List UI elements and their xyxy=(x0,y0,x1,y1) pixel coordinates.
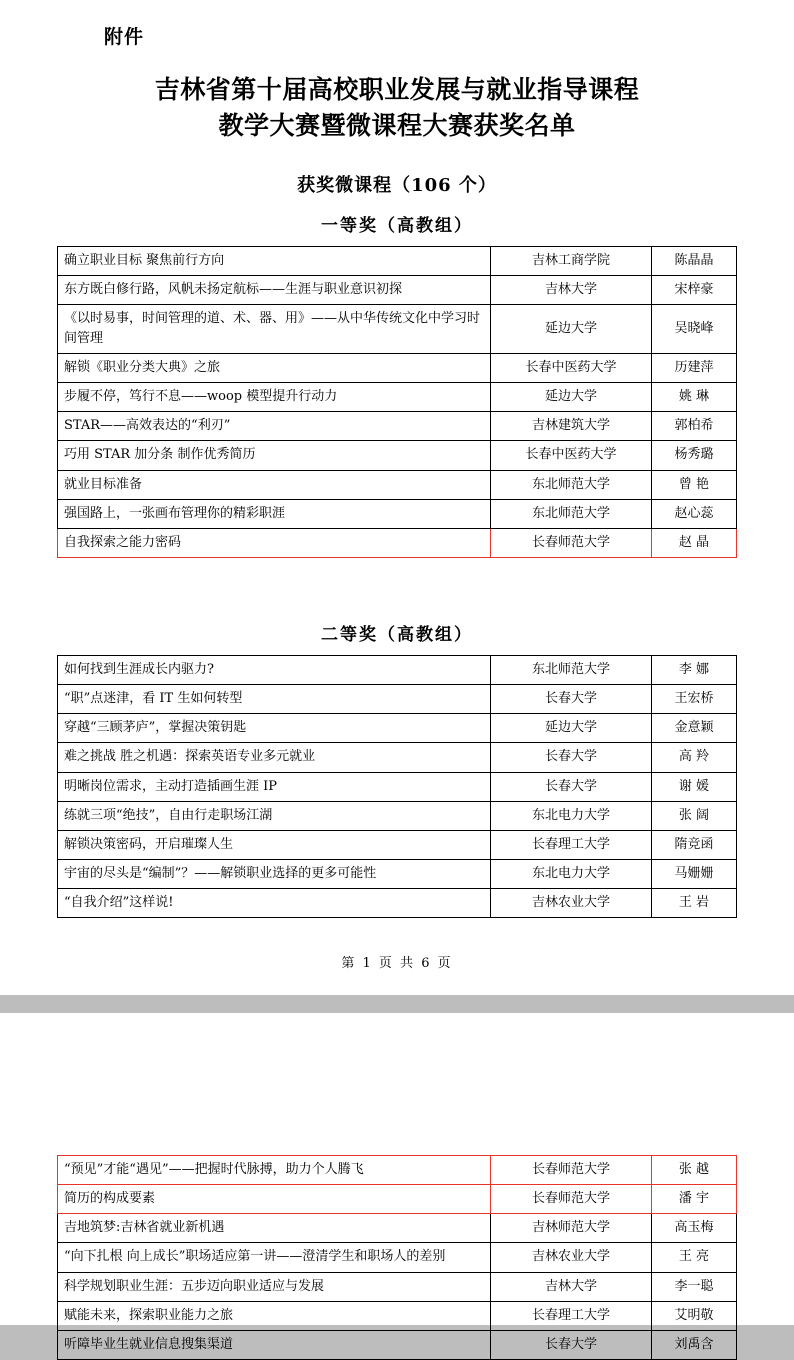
table-row-highlighted xyxy=(58,528,737,557)
awards-table-continued xyxy=(57,1155,737,1360)
course-name: 练就三项“绝技”，自由行走职场江湖 xyxy=(58,801,491,830)
person-name: 高玉梅 xyxy=(652,1214,737,1243)
table-row xyxy=(58,860,737,889)
table-row xyxy=(58,830,737,859)
section-heading: 获奖微课程（106 个） xyxy=(297,174,497,196)
school-name: 东北电力大学 xyxy=(491,860,652,889)
page-footer: 第 1 页 共 6 页 xyxy=(341,956,453,972)
school-name: 吉林大学 xyxy=(491,1272,652,1301)
course-name: “自我介绍”这样说! xyxy=(58,889,491,918)
course-name: 吉地筑梦:吉林省就业新机遇 xyxy=(58,1214,491,1243)
table-row xyxy=(58,1330,737,1359)
course-name: 明晰岗位需求，主动打造插画生涯 IP xyxy=(58,772,491,801)
award-heading-first-prize: 一等奖（高教组） xyxy=(321,215,473,236)
course-name: STAR——高效表达的“利刃” xyxy=(58,412,491,441)
table-row xyxy=(58,499,737,528)
table-row xyxy=(58,685,737,714)
person-name: 高 羚 xyxy=(652,743,737,772)
course-name: “职”点迷津，看 IT 生如何转型 xyxy=(58,685,491,714)
table-row xyxy=(58,801,737,830)
person-name: 姚 琳 xyxy=(652,383,737,412)
course-name: “向下扎根 向上成长”职场适应第一讲——澄清学生和职场人的差别 xyxy=(58,1243,491,1272)
course-name: 《以时易事，时间管理的道、术、器、用》——从中华传统文化中学习时间管理 xyxy=(58,304,491,353)
course-name: 解锁《职业分类大典》之旅 xyxy=(58,354,491,383)
award-heading-second-prize: 二等奖（高教组） xyxy=(321,625,473,646)
person-name: 潘 宇 xyxy=(652,1185,737,1214)
school-name: 延边大学 xyxy=(491,383,652,412)
person-name: 谢 媛 xyxy=(652,772,737,801)
table-row xyxy=(58,275,737,304)
course-name: 简历的构成要素 xyxy=(58,1185,491,1214)
person-name: 赵心蕊 xyxy=(652,499,737,528)
awards-table-second-prize-body xyxy=(58,656,737,918)
course-name: 就业目标准备 xyxy=(58,470,491,499)
person-name: 李 娜 xyxy=(652,656,737,685)
table-row xyxy=(58,1214,737,1243)
awards-table-second-prize xyxy=(57,655,737,918)
person-name: 曾 艳 xyxy=(652,470,737,499)
school-name: 长春大学 xyxy=(491,743,652,772)
awards-table-first-prize-body xyxy=(58,246,737,558)
course-name: 赋能未来，探索职业能力之旅 xyxy=(58,1301,491,1330)
course-name: 东方既白修行路，风帆未扬定航标——生涯与职业意识初探 xyxy=(58,275,491,304)
table-row xyxy=(58,714,737,743)
person-name: 历建萍 xyxy=(652,354,737,383)
table-row xyxy=(58,743,737,772)
course-name: 确立职业目标 聚焦前行方向 xyxy=(58,246,491,275)
school-name: 长春中医药大学 xyxy=(491,441,652,470)
attachment-label: 附件 xyxy=(104,26,145,48)
awards-table-continued-body xyxy=(58,1156,737,1360)
school-name: 长春中医药大学 xyxy=(491,354,652,383)
course-name: 科学规划职业生涯：五步迈向职业适应与发展 xyxy=(58,1272,491,1301)
course-name: 步履不停，笃行不息——woop 模型提升行动力 xyxy=(58,383,491,412)
school-name: 长春师范大学 xyxy=(491,1156,652,1185)
course-name: 自我探索之能力密码 xyxy=(58,528,491,557)
course-name: 穿越“三顾茅庐”，掌握决策钥匙 xyxy=(58,714,491,743)
person-name: 刘禹含 xyxy=(652,1330,737,1359)
page-separator xyxy=(0,995,794,1013)
school-name: 东北师范大学 xyxy=(491,470,652,499)
document-page-2 xyxy=(0,1013,794,1352)
course-name: 巧用 STAR 加分条 制作优秀简历 xyxy=(58,441,491,470)
table-row xyxy=(58,772,737,801)
school-name: 延边大学 xyxy=(491,714,652,743)
person-name: 金意颖 xyxy=(652,714,737,743)
school-name: 吉林工商学院 xyxy=(491,246,652,275)
awards-table-first-prize xyxy=(57,246,737,559)
person-name: 杨秀璐 xyxy=(652,441,737,470)
table-row-highlighted xyxy=(58,1185,737,1214)
course-name: 听障毕业生就业信息搜集渠道 xyxy=(58,1330,491,1359)
person-name: 隋竞函 xyxy=(652,830,737,859)
course-name: “预见”才能“遇见”——把握时代脉搏，助力个人腾飞 xyxy=(58,1156,491,1185)
table-row xyxy=(58,1243,737,1272)
school-name: 吉林师范大学 xyxy=(491,1214,652,1243)
school-name: 长春师范大学 xyxy=(491,528,652,557)
course-name: 难之挑战 胜之机遇：探索英语专业多元就业 xyxy=(58,743,491,772)
person-name: 李一聪 xyxy=(652,1272,737,1301)
school-name: 长春理工大学 xyxy=(491,1301,652,1330)
course-name: 强国路上，一张画布管理你的精彩职涯 xyxy=(58,499,491,528)
person-name: 吴晓峰 xyxy=(652,304,737,353)
page-title-line-1: 吉林省第十届高校职业发展与就业指导课程 xyxy=(154,75,640,104)
person-name: 王宏桥 xyxy=(652,685,737,714)
table-row xyxy=(58,1272,737,1301)
person-name: 王 亮 xyxy=(652,1243,737,1272)
person-name: 陈晶晶 xyxy=(652,246,737,275)
school-name: 吉林建筑大学 xyxy=(491,412,652,441)
course-name: 如何找到生涯成长内驱力? xyxy=(58,656,491,685)
section-spacer xyxy=(0,558,794,620)
table-row xyxy=(58,889,737,918)
page-2-top-margin xyxy=(0,1013,794,1155)
person-name: 宋梓豪 xyxy=(652,275,737,304)
person-name: 艾明敬 xyxy=(652,1301,737,1330)
person-name: 马姗姗 xyxy=(652,860,737,889)
school-name: 长春师范大学 xyxy=(491,1185,652,1214)
person-name: 张 阔 xyxy=(652,801,737,830)
page-title-line-2: 教学大赛暨微课程大赛获奖名单 xyxy=(218,111,576,141)
school-name: 长春大学 xyxy=(491,772,652,801)
table-row xyxy=(58,246,737,275)
table-row xyxy=(58,656,737,685)
table-row xyxy=(58,354,737,383)
person-name: 郭柏希 xyxy=(652,412,737,441)
course-name: 宇宙的尽头是“编制”？——解锁职业选择的更多可能性 xyxy=(58,860,491,889)
course-name: 解锁决策密码，开启璀璨人生 xyxy=(58,830,491,859)
school-name: 长春理工大学 xyxy=(491,830,652,859)
school-name: 东北师范大学 xyxy=(491,656,652,685)
table-row xyxy=(58,383,737,412)
person-name: 张 越 xyxy=(652,1156,737,1185)
school-name: 吉林大学 xyxy=(491,275,652,304)
table-row-highlighted xyxy=(58,1156,737,1185)
person-name: 赵 晶 xyxy=(652,528,737,557)
person-name: 王 岩 xyxy=(652,889,737,918)
school-name: 吉林农业大学 xyxy=(491,889,652,918)
table-row xyxy=(58,412,737,441)
school-name: 长春大学 xyxy=(491,1330,652,1359)
school-name: 长春大学 xyxy=(491,685,652,714)
school-name: 吉林农业大学 xyxy=(491,1243,652,1272)
school-name: 延边大学 xyxy=(491,304,652,353)
table-row xyxy=(58,1301,737,1330)
school-name: 东北电力大学 xyxy=(491,801,652,830)
school-name: 东北师范大学 xyxy=(491,499,652,528)
table-row xyxy=(58,441,737,470)
table-row xyxy=(58,304,737,353)
table-row xyxy=(58,470,737,499)
